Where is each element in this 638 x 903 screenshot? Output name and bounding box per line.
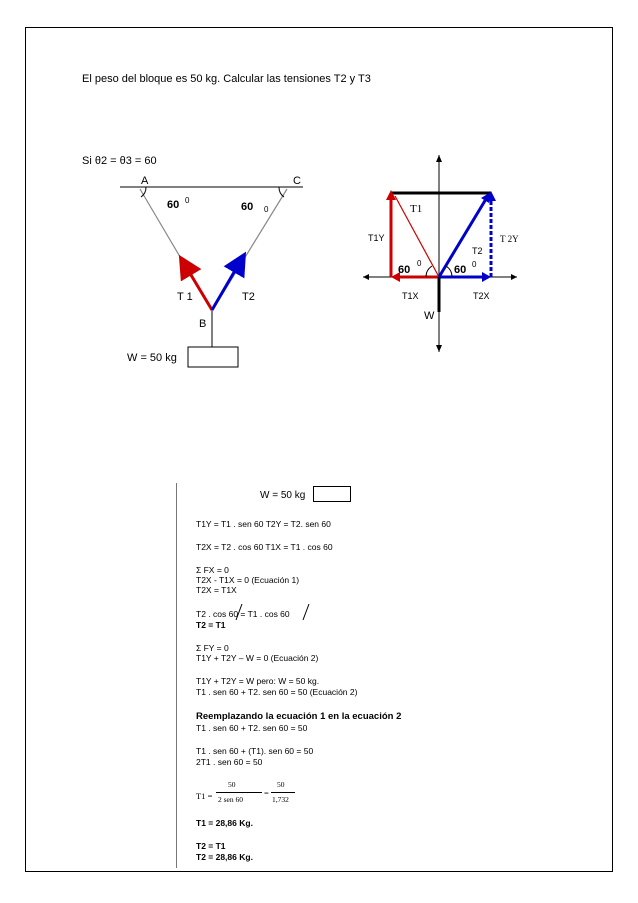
weight-label: W = 50 kg [127,352,177,364]
point-c: C [293,175,301,187]
fbd-arc-right [446,266,452,277]
fraction-den1: 2 sen 60 [218,795,243,804]
fraction-eq: = [264,788,269,798]
fbd-t1-label: T1 [410,203,423,215]
point-b: B [199,318,207,330]
eq-line-14: T1 . sen 60 + (T1). sen 60 = 50 [196,746,314,756]
eq-line-18: T2 = 28,86 Kg. [196,852,253,862]
fraction-lhs: T1 = [196,791,213,801]
solution-left-rule [176,483,177,868]
eq-line-4: T2X - T1X = 0 (Ecuación 1) [196,575,300,585]
eq-line-6: T2 . cos 60 = T1 . cos 60 [196,609,290,619]
eq-line-7: T2 = T1 [196,620,226,630]
eq-line-11: T1 . sen 60 + T2. sen 60 = 50 (Ecuación 2) [196,687,358,697]
fbd-angle-left: 60 [398,264,411,276]
eq-line-8: Σ FY = 0 [196,643,229,653]
eq-line-2: T2X = T2 . cos 60 T1X = T1 . cos 60 [196,542,333,552]
eq-line-3: Σ FX = 0 [196,565,229,575]
fbd-t2-sup: 0 [472,260,477,269]
solution-weight-label: W = 50 kg [260,490,306,501]
fbd-w-label: W [424,310,435,322]
eq-line-1: T1Y = T1 . sen 60 T2Y = T2. sen 60 [196,519,331,529]
eq-line-10: T1Y + T2Y = W pero: W = 50 kg. [196,676,320,686]
eq-line-12: Reemplazando la ecuación 1 en la ecuación 2 [196,711,402,722]
angle-label-left: 60 [167,199,180,211]
fraction-den2: 1,732 [272,795,289,804]
t2-label-left: T2 [242,291,255,303]
fbd-t1x-label: T1X [402,291,419,301]
fbd-t2x-label: T2X [473,291,490,301]
fbd-angle-right: 60 [454,264,467,276]
fraction-bar-1 [216,792,262,793]
cancel-strokes [228,604,318,622]
angle-condition: Si θ2 = θ3 = 60 [82,155,157,167]
angle-label-right: 60 [241,201,254,213]
fbd-t2y-label: T 2Y [500,234,519,244]
eq-line-15: 2T1 . sen 60 = 50 [196,757,263,767]
solution-weight-box [313,486,351,502]
fbd-arc-left [426,266,432,277]
problem-statement: El peso del bloque es 50 kg. Calcular las tensiones T2 y T3 [82,73,371,85]
eq-line-5: T2X = T1X [196,585,237,595]
fraction-num1: 50 [228,780,236,789]
fbd-t1y-label: T1Y [368,233,385,243]
eq-line-17: T2 = T1 [196,841,226,851]
t1-label-left: T 1 [177,291,193,303]
angle-label-right-sup: 0 [264,205,269,214]
fraction-num2: 50 [277,780,285,789]
eq-line-16: T1 = 28,86 Kg. [196,818,253,828]
fbd-angle-left-sup: 0 [417,259,422,268]
eq-line-9: T1Y + T2Y – W = 0 (Ecuación 2) [196,653,319,663]
fbd-t2-label: T2 [472,246,483,256]
eq-line-13: T1 . sen 60 + T2. sen 60 = 50 [196,723,308,733]
fraction-bar-2 [271,792,295,793]
point-a: A [141,175,149,187]
angle-label-left-sup: 0 [185,196,190,205]
free-body-diagram [0,0,638,400]
